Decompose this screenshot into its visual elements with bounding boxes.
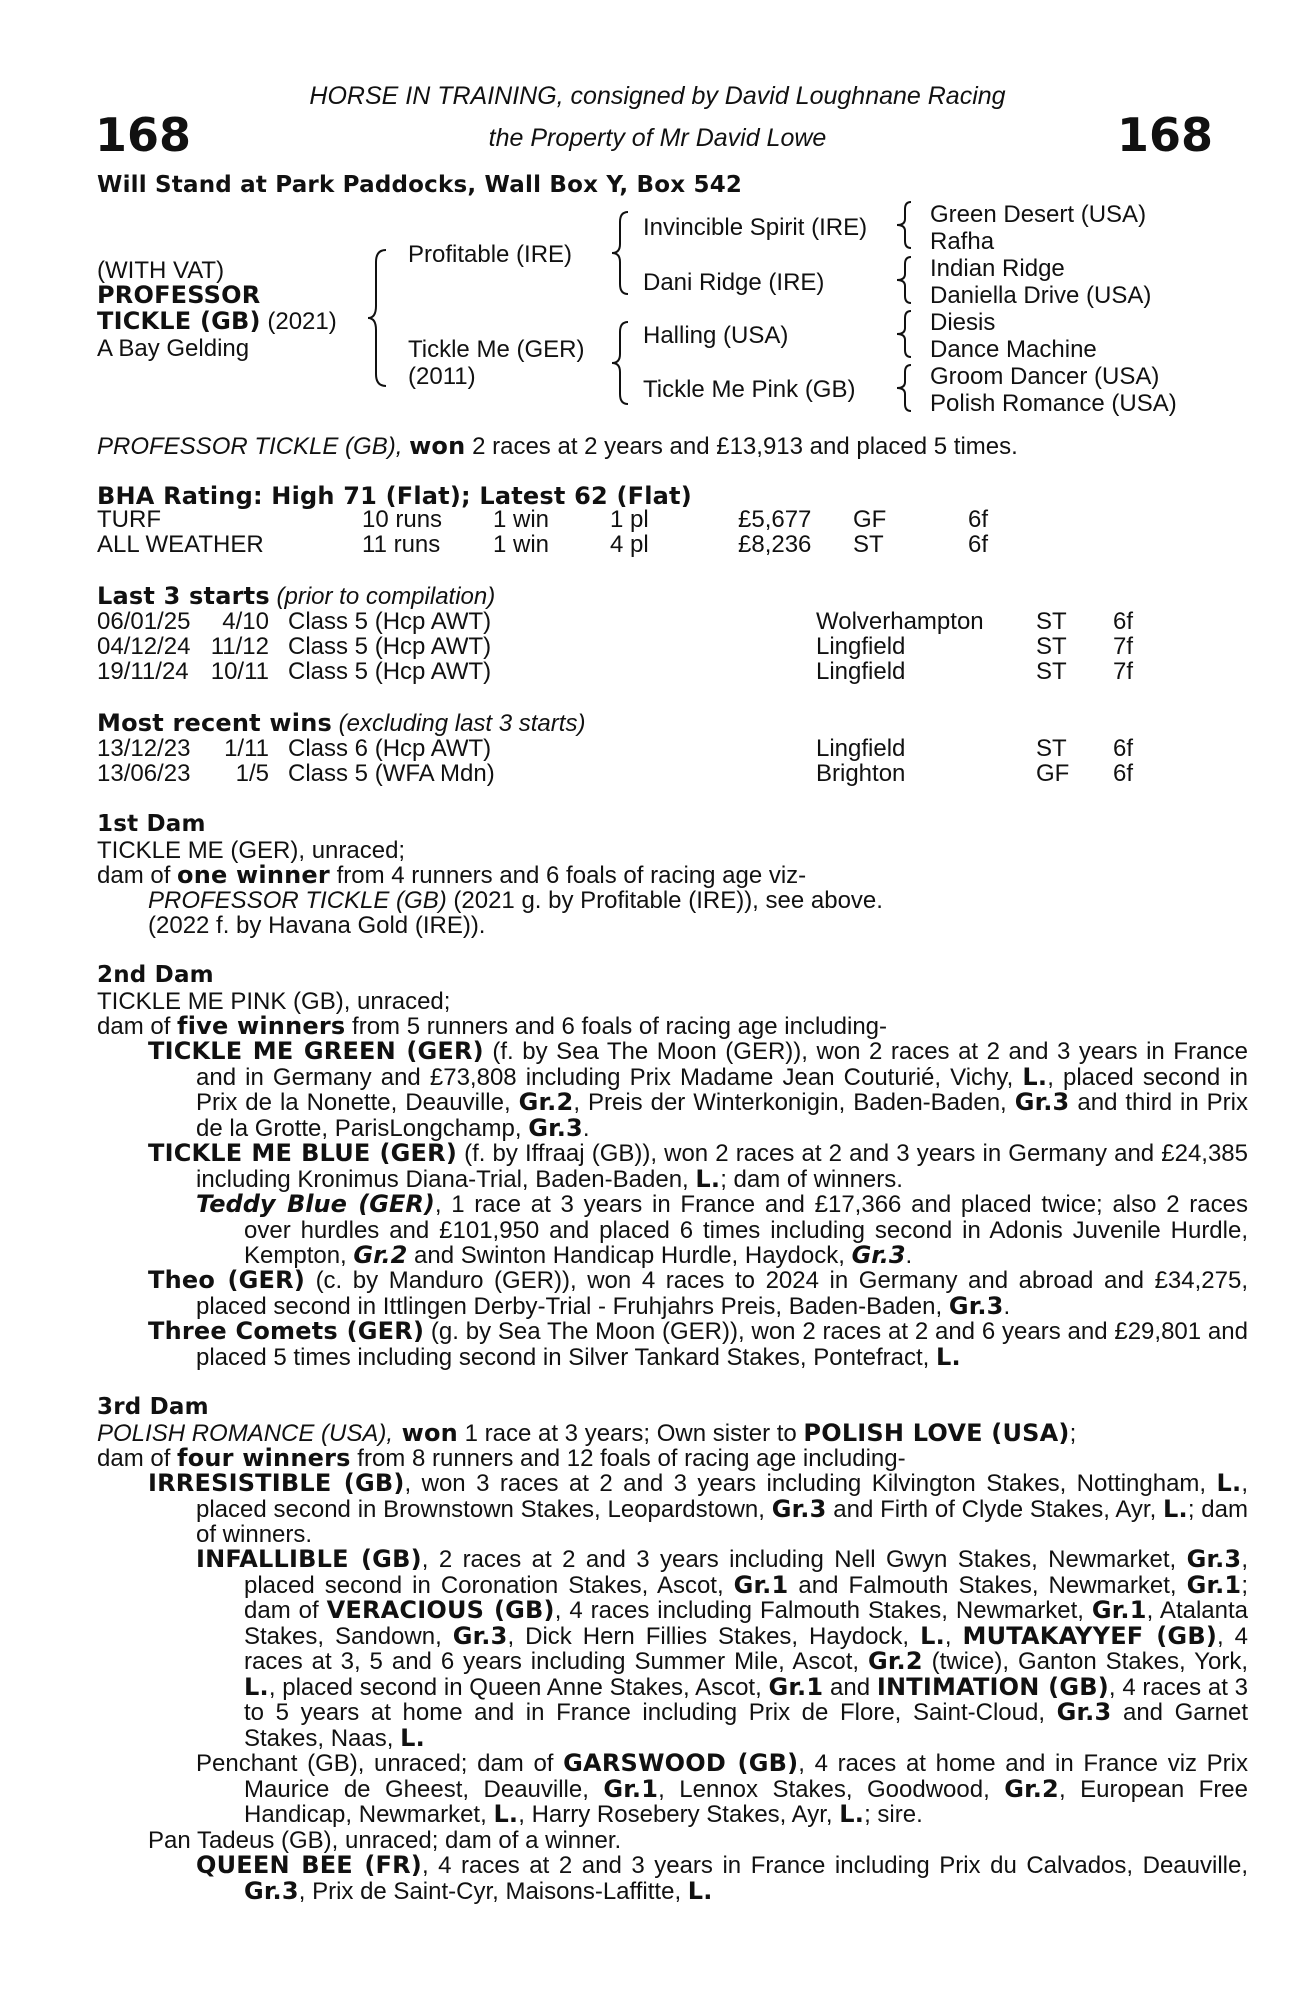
recent-win-distance: 6f — [1113, 735, 1134, 762]
last3-distance: 6f — [1113, 608, 1134, 635]
pedigree-brace-sd — [897, 255, 915, 305]
rating-surface: ALL WEATHER — [97, 531, 264, 558]
rating-placed: 1 pl — [610, 506, 649, 533]
recent-win-course: Brighton — [816, 760, 906, 787]
pedigree-sire-sire: Invincible Spirit (IRE) — [643, 214, 868, 241]
property-line: the Property of Mr David Lowe — [488, 124, 827, 152]
pedigree-sdd: Daniella Drive (USA) — [930, 282, 1152, 309]
pedigree-brace-ds — [897, 309, 915, 359]
progeny-tickle-me-blue: TICKLE ME BLUE (GER) (f. by Iffraaj (GB)), won 2 races at 2 and 3 years in Germany and £24,385 including Kronimus Diana-Trial, Baden-Baden, L.; dam of winners. — [148, 1139, 1249, 1193]
progeny-three-comets: Three Comets (GER) (g. by Sea The Moon (GER)), won 2 races at 2 and 6 years and £29,801 and placed 5 times including second in Silver Tankard Stakes, Pontefract, L. — [148, 1317, 1248, 1371]
lot-number-right: 168 — [1117, 108, 1214, 162]
recent-win-going: GF — [1036, 760, 1070, 787]
pedigree-sss: Green Desert (USA) — [930, 201, 1147, 228]
last3-position: 11/12 — [210, 633, 269, 660]
rating-placed: 4 pl — [610, 531, 649, 558]
rating-runs: 11 runs — [362, 531, 441, 558]
recent-win-class: Class 6 (Hcp AWT) — [288, 735, 492, 762]
pedigree-dsd: Dance Machine — [930, 336, 1097, 363]
rating-going: GF — [853, 506, 887, 533]
race-summary: PROFESSOR TICKLE (GB), won 2 races at 2 years and £13,913 and placed 5 times. — [97, 432, 1018, 460]
last3-position: 4/10 — [222, 608, 269, 635]
third-dam-line2: dam of four winners from 8 runners and 12 foals of racing age including- — [97, 1444, 906, 1472]
second-dam-line1: TICKLE ME PINK (GB), unraced; — [97, 988, 451, 1015]
rating-going: ST — [853, 531, 884, 558]
pedigree-dam-dam: Tickle Me Pink (GB) — [643, 376, 856, 403]
progeny-tickle-me-green: TICKLE ME GREEN (GER) (f. by Sea The Moon (GER)), won 2 races at 2 and 3 years in France and in Germany and £73,808 including Prix Madame Jean Couturié, Vichy, L., placed second in Prix de la Nonette, Deauville, Gr.2, Preis der Winterkonigin, Baden-Baden, Gr.3 and third in Prix de la Grotte, ParisLongchamp, Gr.3. — [148, 1037, 1248, 1142]
progeny-penchant: Penchant (GB), unraced; dam of GARSWOOD (GB), 4 races at home and in France viz Prix Maurice de Gheest, Deauville, Gr.1, Lennox Stakes, Goodwood, Gr.2, European Free Handicap, Newmarket, L., Harry Rosebery Stakes, Ayr, L.; sire. — [196, 1749, 1249, 1828]
pedigree-brace-dd — [897, 363, 915, 413]
consignment-line: HORSE IN TRAINING, consigned by David Loughnane Racing — [309, 82, 1006, 110]
last3-class: Class 5 (Hcp AWT) — [288, 658, 492, 685]
pedigree-brace-dam — [612, 320, 630, 406]
progeny-irresistible: IRRESISTIBLE (GB), won 3 races at 2 and 3 years including Kilvington Stakes, Nottingham, L., placed second in Brownstown Stakes, Leopardstown, Gr.3 and Firth of Clyde Stakes, Ayr, L.; dam of winners. — [148, 1469, 1248, 1548]
pedigree-sire-dam: Dani Ridge (IRE) — [643, 269, 825, 296]
second-dam-line2: dam of five winners from 5 runners and 6 foals of racing age including- — [97, 1012, 888, 1040]
last3-date: 19/11/24 — [97, 658, 189, 685]
last3-date: 04/12/24 — [97, 633, 191, 660]
recent-win-date: 13/06/23 — [97, 760, 191, 787]
last3-course: Wolverhampton — [816, 608, 984, 635]
last3-going: ST — [1036, 633, 1067, 660]
recent-win-date: 13/12/23 — [97, 735, 191, 762]
recent-win-distance: 6f — [1113, 760, 1134, 787]
pedigree-brace-main — [368, 248, 388, 388]
pedigree-dam-year: (2011) — [408, 363, 476, 390]
bha-rating-heading: BHA Rating: High 71 (Flat); Latest 62 (Flat) — [97, 482, 692, 510]
rating-surface: TURF — [97, 506, 161, 533]
pedigree-brace-ss — [897, 200, 915, 250]
first-dam-line1: TICKLE ME (GER), unraced; — [97, 837, 406, 864]
second-dam-heading: 2nd Dam — [97, 962, 214, 988]
horse-description: A Bay Gelding — [97, 335, 250, 362]
recent-win-position: 1/11 — [224, 735, 269, 762]
third-dam-heading: 3rd Dam — [97, 1394, 209, 1420]
last3-going: ST — [1036, 658, 1067, 685]
rating-prize-money: £8,236 — [738, 531, 812, 558]
first-dam-foal2: (2022 f. by Havana Gold (IRE)). — [148, 912, 486, 939]
progeny-pan-tadeus: Pan Tadeus (GB), unraced; dam of a winner. — [148, 1827, 622, 1854]
rating-prize-money: £5,677 — [738, 506, 812, 533]
first-dam-foal1: PROFESSOR TICKLE (GB) (2021 g. by Profitable (IRE)), see above. — [148, 887, 883, 914]
recent-win-going: ST — [1036, 735, 1067, 762]
progeny-theo: Theo (GER) (c. by Manduro (GER)), won 4 races to 2024 in Germany and abroad and £34,275, placed second in Ittlingen Derby-Trial - Fruhjahrs Preis, Baden-Baden, Gr.3. — [148, 1266, 1249, 1320]
recent-win-class: Class 5 (WFA Mdn) — [288, 760, 495, 787]
rating-distance: 6f — [968, 506, 989, 533]
pedigree-dam-sire: Halling (USA) — [643, 322, 789, 349]
last3-course: Lingfield — [816, 658, 906, 685]
last3-course: Lingfield — [816, 633, 906, 660]
rating-wins: 1 win — [493, 531, 550, 558]
recent-win-position: 1/5 — [235, 760, 269, 787]
first-dam-line2: dam of one winner from 4 runners and 6 foals of racing age viz- — [97, 861, 807, 889]
recent-wins-heading: Most recent wins (excluding last 3 starts) — [97, 709, 586, 737]
pedigree-dds: Groom Dancer (USA) — [930, 363, 1160, 390]
stand-location: Will Stand at Park Paddocks, Wall Box Y, Box 542 — [97, 172, 743, 198]
last3-distance: 7f — [1113, 658, 1134, 685]
last3-class: Class 5 (Hcp AWT) — [288, 633, 492, 660]
last3-position: 10/11 — [210, 658, 269, 685]
third-dam-line1: POLISH ROMANCE (USA), won 1 race at 3 years; Own sister to POLISH LOVE (USA); — [97, 1419, 1077, 1447]
pedigree-sire: Profitable (IRE) — [408, 241, 573, 268]
last3-heading: Last 3 starts (prior to compilation) — [97, 582, 496, 610]
last3-distance: 7f — [1113, 633, 1134, 660]
progeny-queen-bee: QUEEN BEE (FR), 4 races at 2 and 3 years in France including Prix du Calvados, Deauville, Gr.3, Prix de Saint-Cyr, Maisons-Laffitte, L. — [196, 1851, 1248, 1905]
pedigree-brace-sire — [612, 210, 630, 296]
rating-distance: 6f — [968, 531, 989, 558]
recent-win-course: Lingfield — [816, 735, 906, 762]
vat-note: (WITH VAT) — [97, 257, 225, 284]
pedigree-dss: Diesis — [930, 309, 996, 336]
first-dam-heading: 1st Dam — [97, 811, 206, 837]
progeny-teddy-blue: Teddy Blue (GER), 1 race at 3 years in France and £17,366 and placed twice; also 2 races over hurdles and £101,950 and placed 6 times including second in Adonis Juvenile Hurdle, Kempton, Gr.2 and Swinton Handicap Hurdle, Haydock, Gr.3. — [196, 1190, 1248, 1269]
horse-name-line1: PROFESSOR — [97, 281, 261, 309]
pedigree-ddd: Polish Romance (USA) — [930, 390, 1177, 417]
pedigree-dam: Tickle Me (GER) — [408, 336, 585, 363]
last3-date: 06/01/25 — [97, 608, 191, 635]
pedigree-ssd: Rafha — [930, 228, 995, 255]
last3-class: Class 5 (Hcp AWT) — [288, 608, 492, 635]
rating-wins: 1 win — [493, 506, 550, 533]
lot-number-left: 168 — [95, 108, 192, 162]
pedigree-sds: Indian Ridge — [930, 255, 1065, 282]
horse-name-line2: TICKLE (GB) (2021) — [97, 307, 337, 335]
progeny-infallible: INFALLIBLE (GB), 2 races at 2 and 3 years including Nell Gwyn Stakes, Newmarket, Gr.3, placed second in Coronation Stakes, Ascot, Gr.1 and Falmouth Stakes, Newmarket, Gr.1; dam of VERACIOUS (GB), 4 races including Falmouth Stakes, Newmarket, Gr.1, Atalanta Stakes, Sandown, Gr.3, Dick Hern Fillies Stakes, Haydock, L., MUTAKAYYEF (GB), 4 races at 3, 5 and 6 years including Summer Mile, Ascot, Gr.2 (twice), Ganton Stakes, York, L., placed second in Queen Anne Stakes, Ascot, Gr.1 and INTIMATION (GB), 4 races at 3 to 5 years at home and in France including Prix de Flore, Saint-Cloud, Gr.3 and Garnet Stakes, Naas, L. — [196, 1545, 1248, 1752]
rating-runs: 10 runs — [362, 506, 443, 533]
last3-going: ST — [1036, 608, 1067, 635]
